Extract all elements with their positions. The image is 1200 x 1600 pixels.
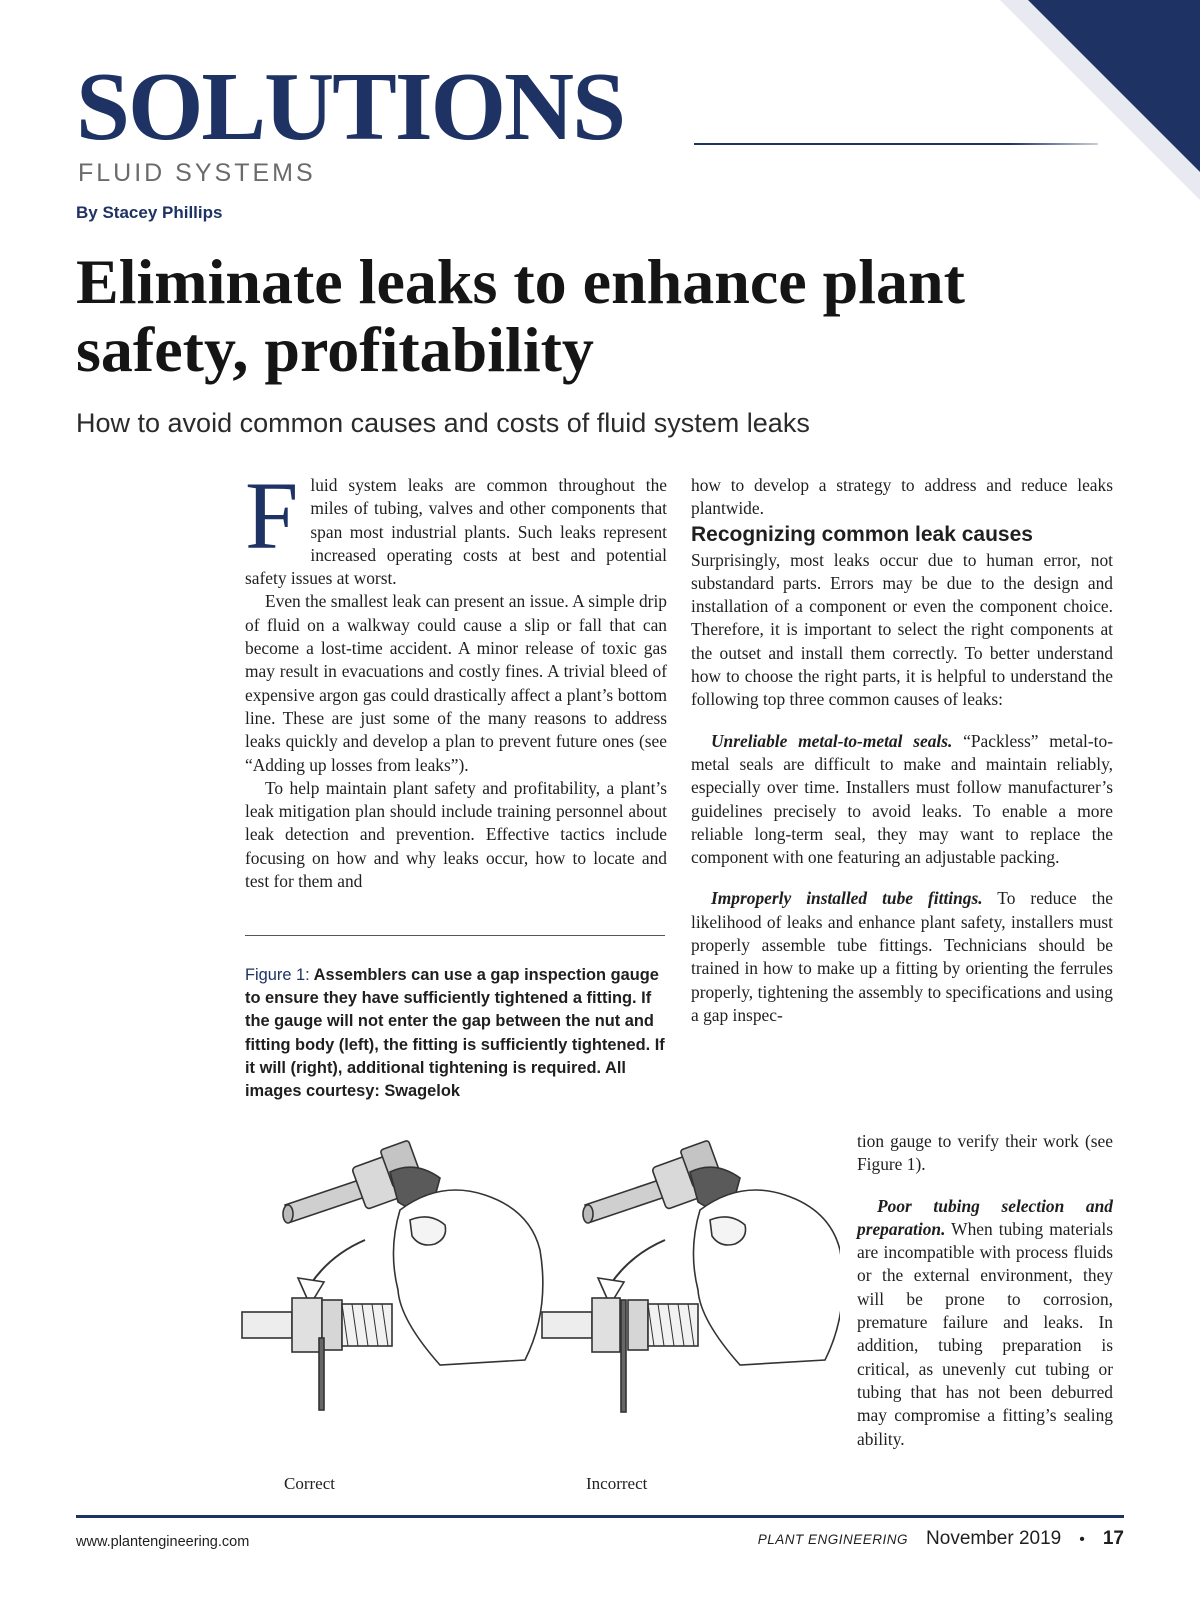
cause-2-title: Improperly installed tube fittings. [711,888,983,909]
paragraph-1-text: luid system leaks are common throughout the miles of tubing, valves and other components that span most industrial plants. Such leaks represent increased operating costs at best and potential safety issues at worst. [245,475,667,589]
figure-label-correct: Correct [284,1474,335,1493]
column-3 [857,1130,1113,1451]
drop-cap: F [245,462,299,569]
column-1 [245,462,667,893]
cause-2-text: To reduce the likelihood of leaks and enhance plant safety, installers must properly assemble tube fittings. Technicians should be trained in how to make up a fitting by orienting the ferrules properly, tightening the assembly to specifications and using a gap inspec- [691,888,1114,1025]
page-number: 17 [1102,1528,1124,1549]
cause-3-title: Poor tubing selection and preparation. [857,1195,1113,1239]
paragraph-4: Surprisingly, most leaks occur due to human error, not substandard parts. Errors may be due to the design and installation of a component or even the component choice. Therefore, it is important to select the right components at the outset and install them correctly. To better understand how to choose the right parts, it is helpful to understand the following top three common causes of leaks: [691,549,1113,710]
title-rule [694,143,1098,145]
paragraph-2: Even the smallest leak can present an issue. A simple drip of fluid on a walkway could cause a slip or fall that can become a lost-time accident. A minor release of toxic gas may result in evacuations and costly fines. A trivial bleed of expensive argon gas could drastically affect a plant’s bottom line. These are just some of the many reasons to address leaks quickly and develop a plan to prevent future ones (see “Adding up losses from leaks”). [245,591,667,775]
footer-date: November 2019 [926,1528,1062,1549]
cause-2 [691,887,1113,1027]
figure-label: Figure 1: [245,966,310,984]
paragraph-3-continued: how to develop a strategy to address and reduce leaks plantwide. [691,475,1113,519]
paragraph-3: To help maintain plant safety and profitability, a plant’s leak mitigation plan should include training personnel about leak detection and prevention. Effective tactics include focusing on how and why leaks occur, how to locate and test for them and [245,777,667,892]
section-subtitle: FLUID SYSTEMS [78,159,316,187]
cause-3-text: When tubing materials are incompatible with process fluids or the external environment, they will be prone to corrosion, premature failure and leaks. In addition, tubing preparation is critical, as unevenly cut tubing or tubing that has not been deburred may compromise a fitting’s sealing ability. [857,1218,1113,1449]
fitting-correct [242,1140,543,1410]
footer-bullet: • [1079,1531,1085,1548]
section-title: SOLUTIONS [76,53,625,160]
figure-caption-text: Assemblers can use a gap inspection gauge to ensure they have sufficiently tightened a fitting. If the gauge will not enter the gap between the nut and fitting body (left), the fitting is sufficiently tightened. If it will (right), additional tightening is required. All images courtesy: Swagelok [245,966,665,1101]
cause-1-text: “Packless” metal-to-metal seals are difficult to make and maintain reliably, especially over time. Installers must follow manufacturer’s guidelines precisely to avoid leaks. To enable a more reliable long-term seal, they may want to replace the component with one featuring an adjustable packing. [691,730,1114,868]
cause-1-title: Unreliable metal-to-metal seals. [711,730,953,751]
headline: Eliminate leaks to enhance plant safety, profitability [76,246,965,385]
fitting-incorrect [542,1140,840,1412]
column-rule [245,935,665,936]
footer-rule [76,1515,1124,1518]
deck: How to avoid common causes and costs of fluid system leaks [76,408,810,438]
paragraph-1 [245,462,667,590]
figure-label-incorrect: Incorrect [586,1474,648,1493]
cause-2-continued: tion gauge to verify their work (see Figure 1). [857,1131,1113,1175]
column-2 [691,474,1113,1027]
subhead: Recognizing common leak causes [691,522,1033,546]
cause-1 [691,730,1113,870]
gap-gauge-illustration [240,1140,840,1500]
footer-url[interactable]: www.plantengineering.com [76,1534,250,1550]
footer-right [758,1528,1124,1550]
cause-3 [857,1195,1113,1451]
byline: By Stacey Phillips [76,203,223,222]
footer-magazine: PLANT ENGINEERING [757,1532,909,1547]
figure-caption [245,964,669,1103]
